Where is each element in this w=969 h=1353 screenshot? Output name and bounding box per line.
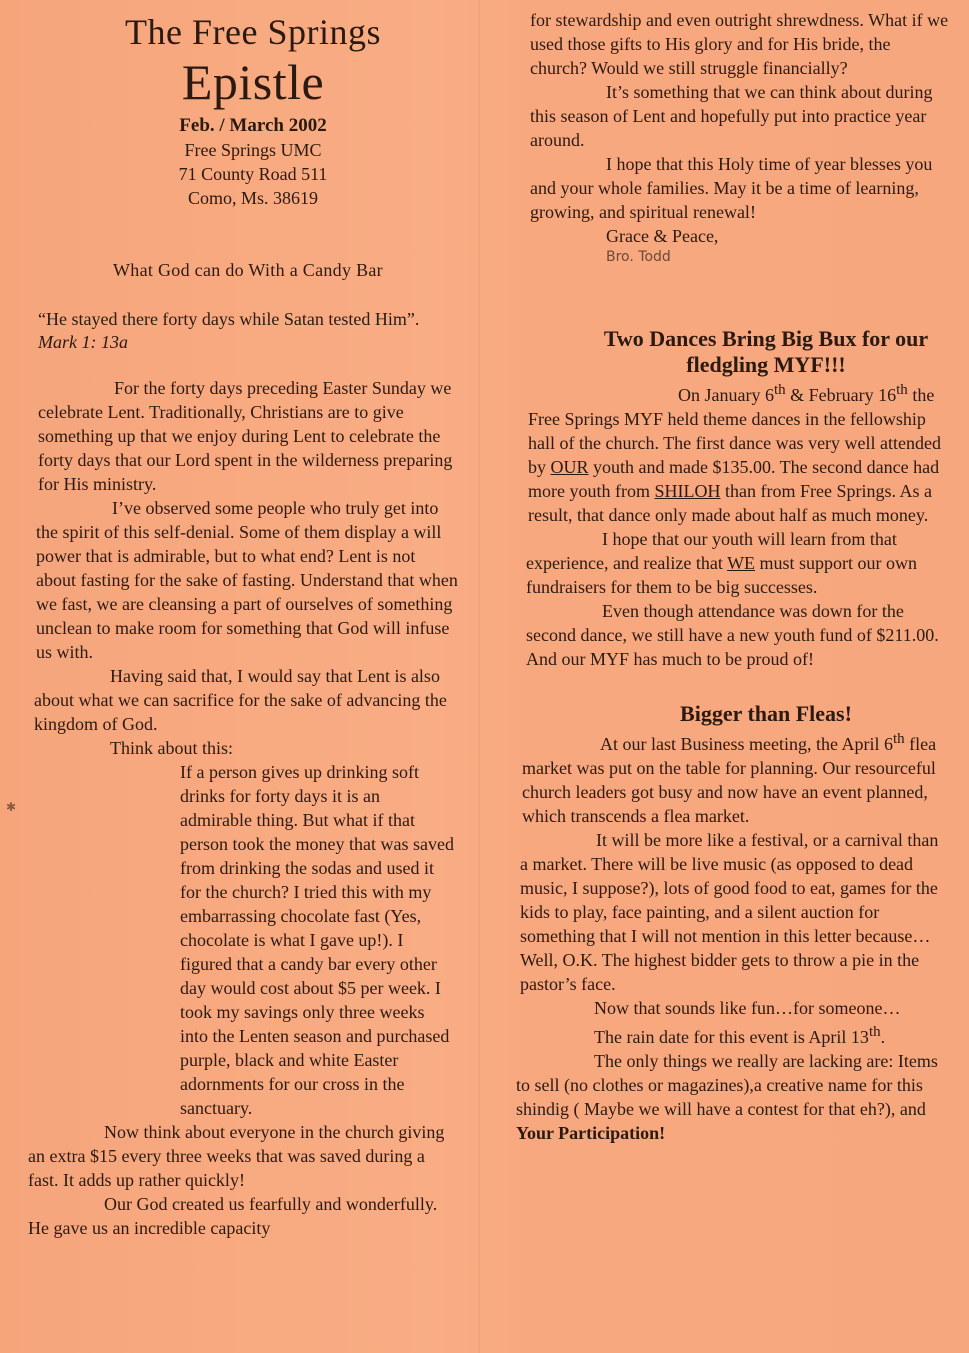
text-run: . [880, 1027, 886, 1047]
text-run: must support our own fundraisers for them to be big successes. [526, 553, 918, 597]
paper-fold [478, 0, 480, 1353]
paragraph: I’ve observed some people who truly get into the spirit of this self-denial. Some of them display a will power that is admirable, but to what end? Lent is not about fasting for the sake of fasting. Understand that when we fast, we are cleansing a part of ourselves of something unclean to make room for something that God will infuse us with. [36, 498, 458, 662]
church-city: Como, Ms. 38619 [187, 188, 319, 208]
paragraph [526, 527, 950, 599]
text-run: the Free Springs MYF held theme dances in the fellowship hall of the church. The first dance was very well attended by [528, 385, 942, 477]
signature: Bro. Todd [606, 249, 671, 265]
paragraph: It will be more like a festival, or a carnival than a market. There will be live music (as opposed to dead music, I suppose?), lots of good food to eat, games for the kids to play, face painting, and a silent auction for something that I will not mention in this letter because…Well, O.K. The highest bidder gets to throw a pie in the pastor’s face. [520, 830, 939, 994]
paragraph: Now think about everyone in the church giving an extra $15 every three weeks that was saved during a fast. It adds up rather quickly! [28, 1122, 445, 1190]
text-run: & February 16 [785, 385, 897, 405]
paragraph [522, 727, 946, 828]
paper-speck: ✱ [6, 800, 17, 814]
paragraph: for stewardship and even outright shrewdness. What if we used those gifts to His glory and for His bride, the church? Would we still struggle financially? [530, 10, 949, 78]
closing: Grace & Peace, [606, 226, 719, 246]
underlined-text: OUR [550, 457, 589, 477]
left-column [28, 8, 458, 1240]
paragraph: Now that sounds like fun…for someone… [594, 998, 901, 1018]
quote-text: “He stayed there forty days while Satan tested Him”. [38, 309, 420, 329]
superscript: th [896, 382, 908, 398]
paragraph: I hope that this Holy time of year blesses you and your whole families. May it be a time of learning, growing, and spiritual renewal! [530, 154, 933, 222]
masthead-title: The Free Springs [125, 12, 381, 52]
masthead [68, 10, 438, 210]
bold-text: Your Participation! [516, 1123, 666, 1143]
paragraph [516, 1049, 940, 1145]
article-dances-title: Two Dances Bring Big Bux for our fledgling MYF!!! [603, 326, 929, 377]
paragraph: It’s something that we can think about during this season of Lent and hopefully put into practice year around. [530, 82, 933, 150]
underlined-text: SHILOH [654, 481, 721, 501]
indented-block: If a person gives up drinking soft drinks for forty days it is an admirable thing. But what if that person took the money that was saved from drinking the sodas and used it for the church? I tried this with my embarrassing chocolate fast (Yes, chocolate is what I gave up!). I figured that a candy bar every other day would cost about $5 per week. I took my savings only three weeks into the Lenten season and purchased purple, black and white Easter adornments for our cross in the sanctuary. [180, 762, 454, 1118]
text-run: youth and made $135.00. The second dance had more youth from [528, 457, 940, 501]
issue-date: Feb. / March 2002 [179, 115, 327, 136]
church-name: Free Springs UMC [184, 140, 322, 160]
text-run: The only things we really are lacking are: Items to sell (no clothes or magazines),a creative name for this shindig ( Maybe we will have a contest for that eh?), and [516, 1051, 938, 1119]
text-run: I hope that our youth will learn from that experience, and realize that [526, 529, 897, 573]
article-fleas-title: Bigger than Fleas! [680, 701, 852, 726]
superscript: th [892, 731, 905, 747]
paragraph [518, 1020, 942, 1049]
paragraph: Think about this: [110, 738, 233, 758]
church-address: 71 County Road 511 [178, 164, 328, 184]
article-dances [516, 326, 948, 671]
superscript: th [868, 1024, 881, 1040]
article-candy-bar-title: What God can do With a Candy Bar [113, 260, 383, 280]
paragraph: For the forty days preceding Easter Sunday we celebrate Lent. Traditionally, Christians are to give something up that we enjoy during Lent to celebrate the forty days that our Lord spent in the wilderness preparing for His ministry. [38, 378, 453, 494]
text-run: flea market was put on the table for planning. Our resourceful church leaders got busy and now have an event planned, which transcends a flea market. [522, 734, 937, 826]
superscript: th [773, 382, 786, 398]
underlined-text: WE [727, 553, 756, 573]
paragraph: Our God created us fearfully and wonderfully. He gave us an incredible capacity [28, 1194, 438, 1238]
paragraph: Even though attendance was down for the second dance, we still have a new youth fund of $211.00. And our MYF has much to be proud of! [526, 601, 939, 669]
scripture-quote [38, 308, 458, 354]
article-candy-bar-body [28, 376, 458, 1240]
text-run: At our last Business meeting, the April 6 [600, 734, 893, 754]
paragraph: Having said that, I would say that Lent is also about what we can sacrifice for the sake of advancing the kingdom of God. [34, 666, 447, 734]
text-run: On January 6 [678, 385, 774, 405]
article-fleas [516, 701, 948, 1145]
quote-reference: Mark 1: 13a [38, 332, 128, 352]
article-candy-bar-continued [530, 8, 950, 266]
paragraph [528, 378, 952, 527]
text-run: The rain date for this event is April 13 [594, 1027, 869, 1047]
right-column [516, 8, 948, 1145]
masthead-epistle: Epistle [181, 54, 325, 110]
text-run: than from Free Springs. As a result, that dance only made about half as much money. [528, 481, 932, 525]
